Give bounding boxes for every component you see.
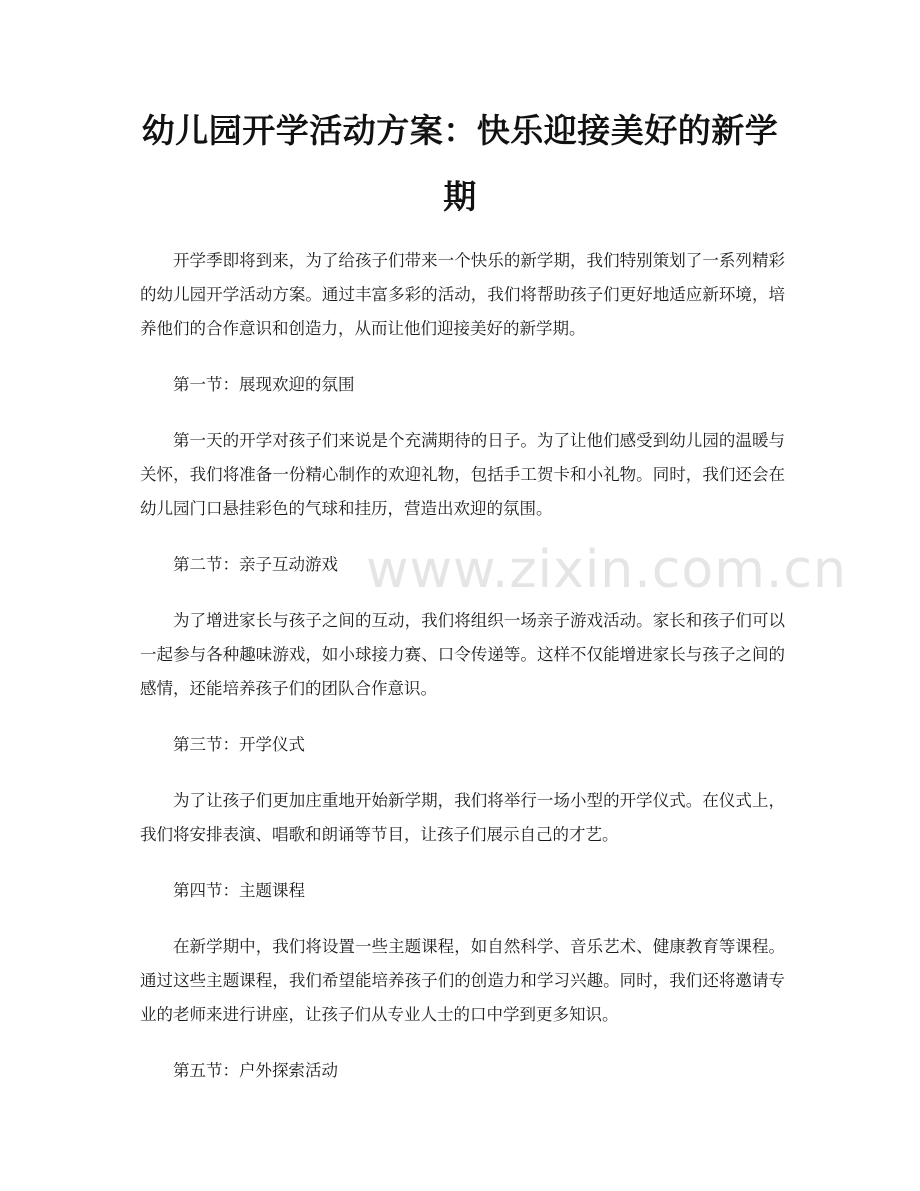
section-2-heading: 第二节：亲子互动游戏 xyxy=(173,555,338,574)
section-2-body: 为了增进家长与孩子之间的互动，我们将组织一场亲子游戏活动。家长和孩子们可以一起参与各种趣味游戏，如小球接力赛、口令传递等。这样不仅能增进家长与孩子之间的感情，还能培养孩子们的团队合作意识。 xyxy=(140,611,785,698)
document-body xyxy=(140,244,785,1110)
section-1-body: 第一天的开学对孩子们来说是个充满期待的日子。为了让他们感受到幼儿园的温暖与关怀，我们将准备一份精心制作的欢迎礼物，包括手工贺卡和小礼物。同时，我们还会在幼儿园门口悬挂彩色的气球和挂历，营造出欢迎的氛围。 xyxy=(140,431,785,518)
section-4-body: 在新学期中，我们将设置一些主题课程，如自然科学、音乐艺术、健康教育等课程。通过这些主题课程，我们希望能培养孩子们的创造力和学习兴趣。同时，我们还将邀请专业的老师来进行讲座，让孩子们从专业人士的口中学到更多知识。 xyxy=(140,937,785,1024)
watermark: www.zixin.com.cn xyxy=(366,540,847,600)
section-3-body: 为了让孩子们更加庄重地开始新学期，我们将举行一场小型的开学仪式。在仪式上，我们将安排表演、唱歌和朗诵等节目，让孩子们展示自己的才艺。 xyxy=(140,791,785,844)
section-4-heading: 第四节：主题课程 xyxy=(173,881,305,900)
section-1-heading: 第一节：展现欢迎的氛围 xyxy=(173,375,355,394)
section-3-heading: 第三节：开学仪式 xyxy=(173,735,305,754)
intro-paragraph: 开学季即将到来，为了给孩子们带来一个快乐的新学期，我们特别策划了一系列精彩的幼儿园开学活动方案。通过丰富多彩的活动，我们将帮助孩子们更好地适应新环境，培养他们的合作意识和创造力，从而让他们迎接美好的新学期。 xyxy=(140,251,785,338)
section-5-heading: 第五节：户外探索活动 xyxy=(173,1061,338,1080)
document-title: 幼儿园开学活动方案：快乐迎接美好的新学期 xyxy=(141,111,779,216)
